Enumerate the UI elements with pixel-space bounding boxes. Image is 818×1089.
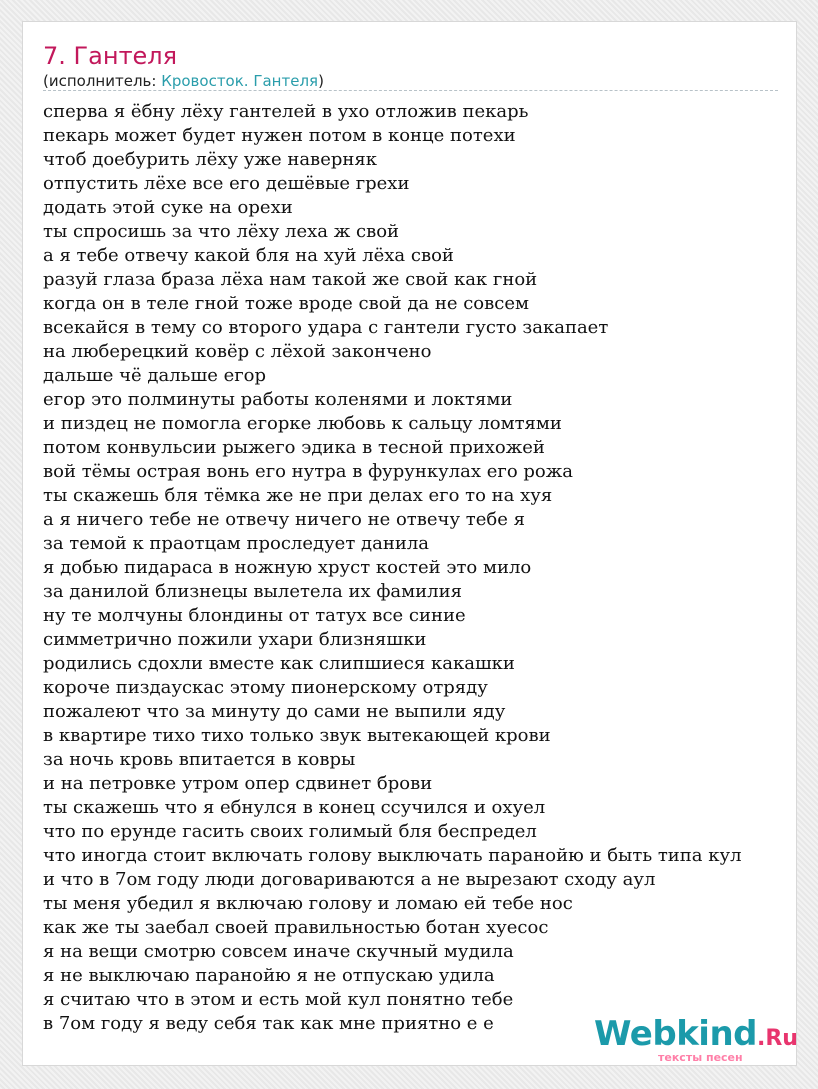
lyric-line: я не выключаю паранойю я не отпускаю удила xyxy=(43,965,495,986)
lyric-line: за данилой близнецы вылетела их фамилия xyxy=(43,581,462,602)
lyric-line: разуй глаза браза лёха нам такой же свой как гной xyxy=(43,269,538,290)
lyric-line: ты скажешь бля тёмка же не при делах его то на хуя xyxy=(43,485,553,506)
lyric-line: когда он в теле гной тоже вроде свой да не совсем xyxy=(43,293,530,314)
lyric-line: ты меня убедил я включаю голову и ломаю ей тебе нос xyxy=(43,893,573,914)
lyric-line: в 7ом году я веду себя так как мне приятно е е xyxy=(43,1013,494,1034)
watermark-logo-text: Webkind xyxy=(594,1014,757,1054)
lyric-line: я добью пидараса в ножную хруст костей это мило xyxy=(43,557,532,578)
watermark-subtitle: тексты песен xyxy=(658,1051,743,1064)
lyric-line: дальше чё дальше егор xyxy=(43,365,267,386)
lyric-line: за темой к праотцам проследует данила xyxy=(43,533,429,554)
lyric-line: и пиздец не помогла егорке любовь к сальцу ломтями xyxy=(43,413,562,434)
lyric-line: за ночь кровь впитается в ковры xyxy=(43,749,356,770)
lyric-line: егор это полминуты работы коленями и локтями xyxy=(43,389,513,410)
lyric-line: ты скажешь что я ебнулся в конец ссучился и охуел xyxy=(43,797,546,818)
lyric-line: короче пиздаускас этому пионерскому отряду xyxy=(43,677,488,698)
performer-line xyxy=(43,71,324,91)
lyric-line: пожалеют что за минуту до сами не выпили яду xyxy=(43,701,506,722)
lyric-line: чтоб доебурить лёху уже наверняк xyxy=(43,149,377,170)
lyric-line: ну те молчуны блондины от татух все синие xyxy=(43,605,466,626)
lyric-line: я считаю что в этом и есть мой кул понятно тебе xyxy=(43,989,514,1010)
lyric-line: отпустить лёхе все его дешёвые грехи xyxy=(43,173,410,194)
lyric-line: а я ничего тебе не отвечу ничего не отвечу тебе я xyxy=(43,509,525,530)
lyric-line: потом конвульсии рыжего эдика в тесной прихожей xyxy=(43,437,545,458)
lyrics-text xyxy=(43,100,797,1036)
lyric-line: ты спросишь за что лёху леха ж свой xyxy=(43,221,400,242)
lyrics-card xyxy=(22,21,797,1066)
lyric-line: что по ерунде гасить своих голимый бля беспредел xyxy=(43,821,537,842)
webkind-watermark xyxy=(594,1014,798,1067)
lyric-line: и на петровке утром опер сдвинет брови xyxy=(43,773,433,794)
title-divider xyxy=(43,90,778,91)
page-title: 7. Гантеля xyxy=(43,42,178,70)
lyric-line: родились сдохли вместе как слипшиеся какашки xyxy=(43,653,515,674)
lyric-line: вой тёмы острая вонь его нутра в фурункулах его рожа xyxy=(43,461,574,482)
watermark-logo-tld: .Ru xyxy=(757,1026,798,1051)
lyric-line: симметрично пожили ухари близняшки xyxy=(43,629,427,650)
lyric-line: сперва я ёбну лёху гантелей в ухо отложив пекарь xyxy=(43,101,529,122)
lyric-line: а я тебе отвечу какой бля на хуй лёха свой xyxy=(43,245,454,266)
lyric-line: я на вещи смотрю совсем иначе скучный мудила xyxy=(43,941,514,962)
performer-prefix: (исполнитель: xyxy=(43,72,162,90)
lyric-line: на люберецкий ковёр с лёхой закончено xyxy=(43,341,432,362)
lyric-line: всекайся в тему со второго удара с гантели густо закапает xyxy=(43,317,609,338)
performer-suffix: ) xyxy=(318,72,324,90)
lyric-line: что иногда стоит включать голову выключать паранойю и быть типа кул xyxy=(43,845,742,866)
lyric-line: и что в 7ом году люди договариваются а не вырезают сходу аул xyxy=(43,869,656,890)
lyric-line: пекарь может будет нужен потом в конце потехи xyxy=(43,125,516,146)
lyric-line: додать этой суке на орехи xyxy=(43,197,293,218)
performer-link[interactable]: Кровосток. Гантеля xyxy=(161,72,319,90)
lyric-line: в квартире тихо тихо только звук вытекающей крови xyxy=(43,725,551,746)
lyric-line: как же ты заебал своей правильностью ботан хуесос xyxy=(43,917,549,938)
